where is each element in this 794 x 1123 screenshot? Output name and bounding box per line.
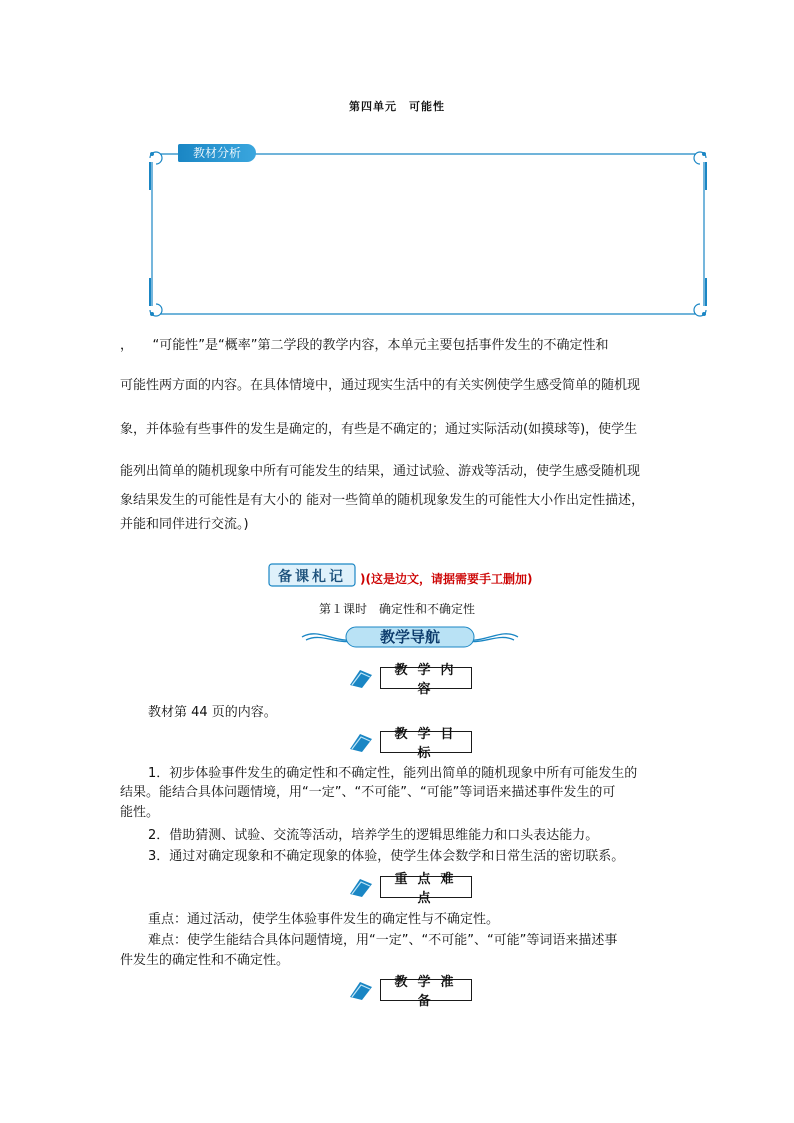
section-title: 重点难点 [394,872,464,906]
keypoint-line: 件发生的确定性和不确定性。 [120,953,290,968]
analysis-tag: 教材分析 [178,144,256,162]
analysis-line: 象，并体验有些事件的发生是确定的，有些是不确定的；通过实际活动(如摸球等)，使学生 [120,422,638,437]
section-keypoints-header [348,872,464,906]
section-content-header [348,663,464,697]
book-icon [348,731,374,753]
analysis-line: 象结果发生的可能性是有大小的 能对一些简单的随机现象发生的可能性大小作出定性描述， [120,493,645,508]
lesson-title: 第１课时 确定性和不确定性 [318,602,475,616]
prep-note-label: 备课札记 [278,569,346,585]
section-content-text: 教材第 44 页的内容。 [148,705,277,720]
goal-line: 2．借助猜测、试验、交流等活动，培养学生的逻辑思维能力和口头表达能力。 [148,828,599,843]
keypoint-line: 重点：通过活动，使学生体验事件发生的确定性与不确定性。 [148,912,500,927]
prep-note-text: )(这是边文，请据需要手工删加) [360,572,533,586]
analysis-line: 能列出简单的随机现象中所有可能发生的结果，通过试验、游戏等活动，使学生感受随机现 [120,464,641,479]
section-title-box [380,727,472,761]
book-icon [348,876,374,898]
goal-line: 结果。能结合具体问题情境，用“一定”、“不可能”、“可能”等词语来描述事件发生的可 [120,785,616,800]
unit-title: 第四单元 可能性 [349,100,445,113]
analysis-line: ， “可能性”是“概率”第二学段的教学内容，本单元主要包括事件发生的不确定性和 [120,338,609,353]
prep-note-badge [268,563,356,587]
section-title: 教学内容 [394,663,464,697]
book-icon [348,979,374,1001]
section-goals-header [348,727,464,761]
book-icon [348,667,374,689]
analysis-frame [146,148,710,320]
section-prep-header [348,975,464,1009]
analysis-line: 并能和同伴进行交流。) [120,517,249,532]
keypoint-line: 难点：使学生能结合具体问题情境，用“一定”、“不可能”、“可能”等词语来描述事 [148,933,618,948]
section-title-box [380,872,472,906]
goal-line: 能性。 [120,805,160,820]
section-title-box [380,975,472,1009]
goal-line: 1．初步体验事件发生的确定性和不确定性，能列出简单的随机现象中所有可能发生的 [148,766,638,781]
section-title: 教学目标 [394,727,464,761]
section-title: 教学准备 [394,975,464,1009]
goal-line: 3．通过对确定现象和不确定现象的体验，使学生体会数学和日常生活的密切联系。 [148,849,625,864]
section-title-box [380,663,472,697]
banner-title: 教学导航 [379,628,440,646]
analysis-line: 可能性两方面的内容。在具体情境中，通过现实生活中的有关实例使学生感受简单的随机现 [120,378,641,393]
